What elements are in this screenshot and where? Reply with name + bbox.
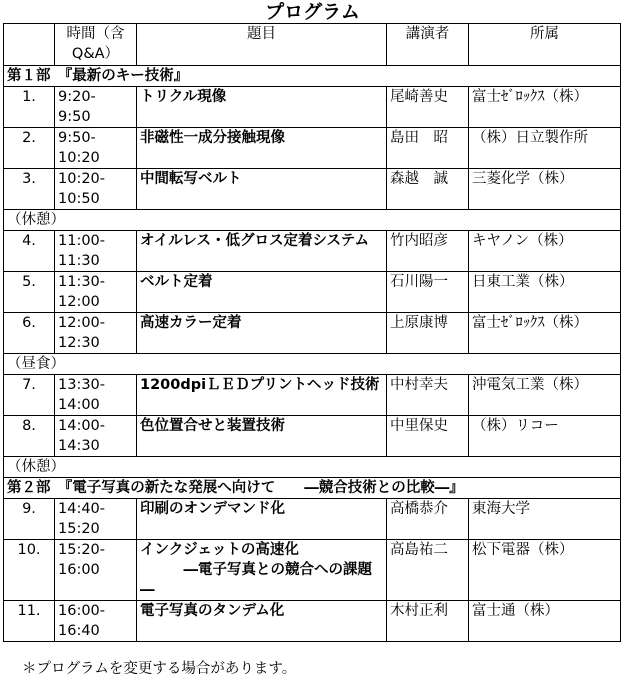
row-speaker: 中里保史 (387, 416, 469, 457)
row-time: 10:20- 10:50 (55, 169, 137, 210)
header-topic: 題目 (137, 24, 387, 66)
row-affiliation: 富士ｾﾞﾛｯｸｽ（株） (469, 87, 621, 128)
row-topic: オイルレス・低グロス定着システム (137, 231, 387, 272)
row-topic: インクジェットの高速化 ―電子写真との競合への課題― (137, 540, 387, 601)
table-row (4, 313, 621, 354)
row-number: 7. (4, 375, 55, 416)
change-notice: ＊プログラムを変更する場合があります。 (22, 661, 297, 677)
row-speaker: 高島祐二 (387, 540, 469, 601)
row-time: 11:00- 11:30 (55, 231, 137, 272)
break-label: （昼食） (4, 354, 621, 375)
row-time: 9:20- 9:50 (55, 87, 137, 128)
break-row (4, 457, 621, 478)
row-topic: ベルト定着 (137, 272, 387, 313)
page-title: プログラム (265, 1, 360, 23)
row-topic: 印刷のオンデマンド化 (137, 499, 387, 540)
row-affiliation: （株）日立製作所 (469, 128, 621, 169)
row-number: 11. (4, 601, 55, 642)
row-number: 9. (4, 499, 55, 540)
row-topic: 1200dpiＬＥＤプリントヘッド技術 (137, 375, 387, 416)
section-row (4, 66, 621, 87)
table-row (4, 416, 621, 457)
section-heading: 第１部 『最新のキー技術』 (4, 66, 621, 87)
row-topic: 非磁性一成分接触現像 (137, 128, 387, 169)
break-label: （休憩） (4, 210, 621, 231)
row-affiliation: （株）リコー (469, 416, 621, 457)
row-number: 4. (4, 231, 55, 272)
row-topic: 高速カラー定着 (137, 313, 387, 354)
table-row (4, 87, 621, 128)
row-topic: 電子写真のタンデム化 (137, 601, 387, 642)
row-number: 1. (4, 87, 55, 128)
row-affiliation: 東海大学 (469, 499, 621, 540)
row-time: 11:30- 12:00 (55, 272, 137, 313)
row-speaker: 石川陽一 (387, 272, 469, 313)
program-table (3, 23, 621, 642)
table-row (4, 231, 621, 272)
row-number: 5. (4, 272, 55, 313)
row-number: 10. (4, 540, 55, 601)
table-row (4, 540, 621, 601)
break-row (4, 354, 621, 375)
row-topic: トリクル現像 (137, 87, 387, 128)
row-affiliation: 三菱化学（株） (469, 169, 621, 210)
row-time: 12:00- 12:30 (55, 313, 137, 354)
row-affiliation: 沖電気工業（株） (469, 375, 621, 416)
header-no (4, 24, 55, 66)
row-topic: 色位置合せと装置技術 (137, 416, 387, 457)
row-time: 9:50- 10:20 (55, 128, 137, 169)
break-row (4, 210, 621, 231)
row-time: 14:00- 14:30 (55, 416, 137, 457)
row-speaker: 森越 誠 (387, 169, 469, 210)
row-number: 2. (4, 128, 55, 169)
break-label: （休憩） (4, 457, 621, 478)
section-row (4, 478, 621, 499)
row-speaker: 高橋恭介 (387, 499, 469, 540)
section-heading: 第２部 『電子写真の新たな発展へ向けて ―競合技術との比較―』 (4, 478, 621, 499)
row-time: 16:00- 16:40 (55, 601, 137, 642)
row-speaker: 上原康博 (387, 313, 469, 354)
table-row (4, 169, 621, 210)
table-row (4, 375, 621, 416)
row-speaker: 尾崎善史 (387, 87, 469, 128)
header-speaker: 講演者 (387, 24, 469, 66)
row-time: 14:40- 15:20 (55, 499, 137, 540)
row-speaker: 中村幸夫 (387, 375, 469, 416)
row-speaker: 竹内昭彦 (387, 231, 469, 272)
row-affiliation: 富士ｾﾞﾛｯｸｽ（株） (469, 313, 621, 354)
table-row (4, 601, 621, 642)
header-time: 時間（含 Q&A） (55, 24, 137, 66)
table-row (4, 128, 621, 169)
row-topic: 中間転写ベルト (137, 169, 387, 210)
row-speaker: 木村正利 (387, 601, 469, 642)
table-row (4, 499, 621, 540)
row-affiliation: 富士通（株） (469, 601, 621, 642)
row-number: 6. (4, 313, 55, 354)
table-header-row (4, 24, 621, 66)
row-affiliation: 松下電器（株） (469, 540, 621, 601)
row-time: 13:30- 14:00 (55, 375, 137, 416)
row-affiliation: 日東工業（株） (469, 272, 621, 313)
row-time: 15:20- 16:00 (55, 540, 137, 601)
header-affiliation: 所属 (469, 24, 621, 66)
row-speaker: 島田 昭 (387, 128, 469, 169)
row-number: 3. (4, 169, 55, 210)
row-number: 8. (4, 416, 55, 457)
row-affiliation: キヤノン（株） (469, 231, 621, 272)
table-row (4, 272, 621, 313)
